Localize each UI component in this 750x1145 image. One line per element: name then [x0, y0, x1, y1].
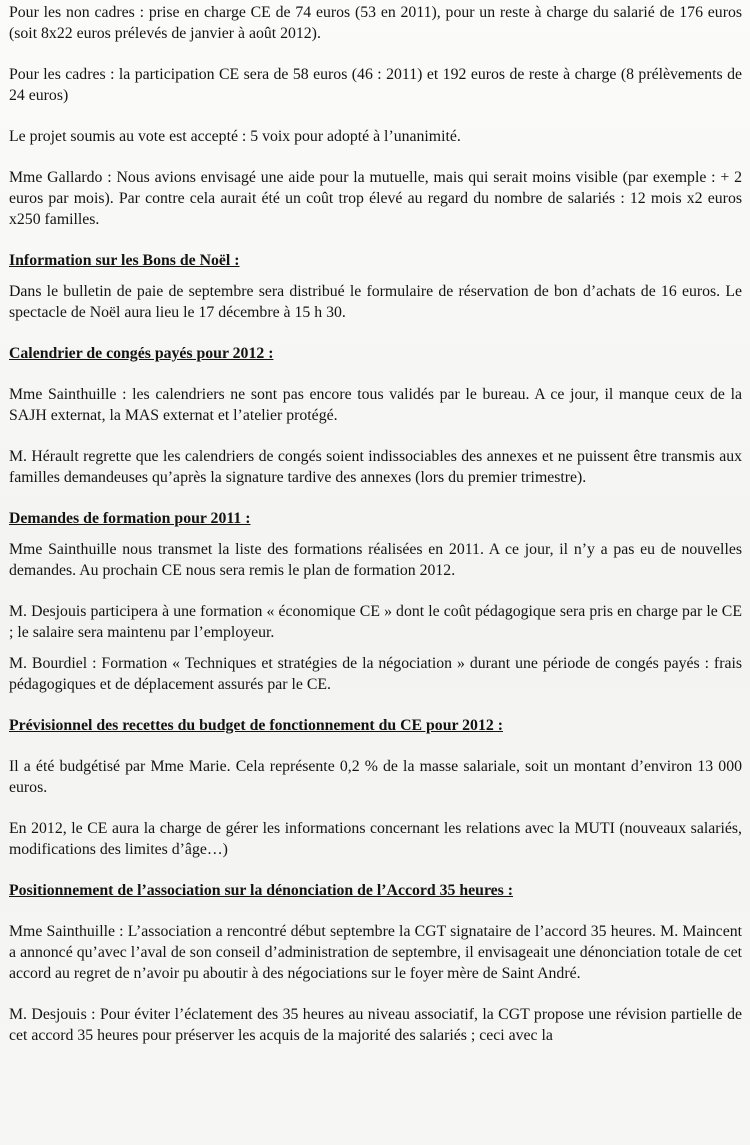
paragraph-desjouis-cgt: M. Desjouis : Pour éviter l’éclatement des 35 heures au niveau associatif, la CGT propose une révision partielle de cet accord 35 heures pour préserver les acquis de la majorité des salariés ; ceci avec la — [9, 1006, 742, 1044]
heading-bons-de-noel: Information sur les Bons de Noël : — [9, 252, 240, 269]
paragraph-desjouis-formation: M. Desjouis participera à une formation « économique CE » dont le coût pédagogique sera pris en charge par le CE ; le salaire sera maintenu par l’employeur. — [9, 603, 742, 641]
paragraph-vote-result: Le projet soumis au vote est accepté : 5 voix pour adopté à l’unanimité. — [9, 128, 461, 145]
heading-previsionnel-budget: Prévisionnel des recettes du budget de fonctionnement du CE pour 2012 : — [9, 717, 503, 734]
heading-calendrier-conges: Calendrier de congés payés pour 2012 : — [9, 345, 274, 362]
paragraph-non-cadres: Pour les non cadres : prise en charge CE de 74 euros (53 en 2011), pour un reste à charge du salarié de 176 euros (soit 8x22 euros prélevés de janvier à août 2012). — [9, 4, 742, 42]
paragraph-muti: En 2012, le CE aura la charge de gérer les informations concernant les relations avec la MUTI (nouveaux salariés, modifications des limites d’âge…) — [9, 820, 742, 858]
heading-demandes-formation: Demandes de formation pour 2011 : — [9, 510, 251, 527]
paragraph-bourdiel-formation: M. Bourdiel : Formation « Techniques et stratégies de la négociation » durant une période de congés payés : frais pédagogiques et de déplacement assurés par le CE. — [9, 655, 742, 693]
paragraph-bons-de-noel: Dans le bulletin de paie de septembre sera distribué le formulaire de réservation de bon d’achats de 16 euros. Le spectacle de Noël aura lieu le 17 décembre à 15 h 30. — [9, 283, 742, 321]
paragraph-herault-conges: M. Hérault regrette que les calendriers de congés soient indissociables des annexes et ne puissent être transmis aux familles demandeuses qu’après la signature tardive des annexes (lors du premier trimestre). — [9, 448, 742, 486]
paragraph-gallardo-mutuelle: Mme Gallardo : Nous avions envisagé une aide pour la mutuelle, mais qui serait moins visible (par exemple : + 2 euros par mois). Par contre cela aurait été un coût trop élevé au regard du nombre de salariés : 12 mois x2 euros x250 familles. — [9, 169, 742, 228]
paragraph-sainthuille-accord: Mme Sainthuille : L’association a rencontré début septembre la CGT signataire de l’accord 35 heures. M. Maincent a annoncé qu’avec l’aval de son conseil d’administration de septembre, il envisageait une dénonciation totale de cet accord au regret de n’avoir pu aboutir à des négociations sur le foyer mère de Saint André. — [9, 923, 742, 982]
paragraph-budget-marie: Il a été budgétisé par Mme Marie. Cela représente 0,2 % de la masse salariale, soit un montant d’environ 13 000 euros. — [9, 758, 742, 796]
paragraph-sainthuille-calendriers: Mme Sainthuille : les calendriers ne sont pas encore tous validés par le bureau. A ce jour, il manque ceux de la SAJH externat, la MAS externat et l’atelier protégé. — [9, 386, 742, 424]
heading-accord-35-heures: Positionnement de l’association sur la dénonciation de l’Accord 35 heures : — [9, 882, 514, 899]
paragraph-cadres: Pour les cadres : la participation CE sera de 58 euros (46 : 2011) et 192 euros de reste à charge (8 prélèvements de 24 euros) — [9, 66, 742, 104]
paragraph-sainthuille-formations: Mme Sainthuille nous transmet la liste des formations réalisées en 2011. A ce jour, il n’y a pas eu de nouvelles demandes. Au prochain CE nous sera remis le plan de formation 2012. — [9, 541, 742, 579]
